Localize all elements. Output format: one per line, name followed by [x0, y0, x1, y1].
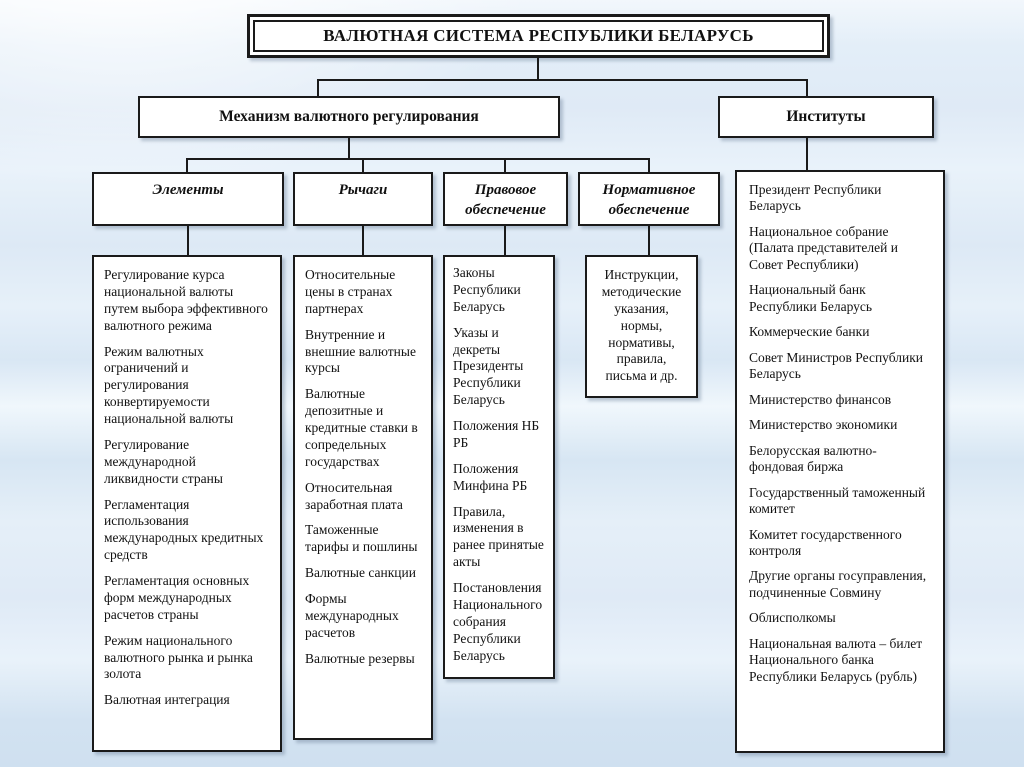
list-normative	[585, 255, 698, 398]
list-item: Комитет государственного контроля	[749, 526, 902, 558]
branch-mechanism-label: Механизм валютного регулирования	[219, 108, 479, 125]
list-item: Формы международных расчетов	[305, 591, 399, 640]
list-item: Режим валютных ограничений и регулирования конвертируемости национальной валюты	[104, 343, 234, 426]
column-header-legal	[443, 172, 568, 226]
list-item: Министерство экономики	[749, 417, 898, 433]
list-item: Валютные резервы	[305, 650, 415, 666]
list-item: Регламентация основных форм международных расчетов страны	[104, 573, 250, 622]
title-box	[247, 14, 830, 58]
column-header-label: Элементы	[152, 182, 224, 198]
list-item: Постановления Национального собрания Республики Беларусь	[453, 580, 543, 663]
list-item: Валютная интеграция	[104, 692, 230, 708]
list-item: Инструкции, методические указания, нормы, нормативы, правила, письма и др.	[601, 267, 682, 384]
list-item: Валютные санкции	[305, 565, 416, 581]
list-item: Указы и декреты Президенты Республики Беларусь	[453, 324, 524, 408]
list-item: Президент Республики Беларусь	[749, 182, 882, 214]
list-item: Государственный таможенный комитет	[749, 484, 926, 517]
column-header-label: Рычаги	[338, 182, 388, 198]
connector-line	[362, 226, 364, 255]
branch-institutes-label: Институты	[786, 108, 866, 125]
branch-institutes	[718, 96, 934, 138]
connector-line	[348, 138, 350, 160]
branch-mechanism	[138, 96, 560, 138]
list-item: Валютные депозитные и кредитные ставки в сопредельных государствах	[305, 386, 418, 469]
column-header-levers	[293, 172, 433, 226]
list-item: Таможенные тарифы и пошлины	[305, 522, 418, 555]
list-item: Министерство финансов	[749, 391, 892, 407]
diagram-title: ВАЛЮТНАЯ СИСТЕМА РЕСПУБЛИКИ БЕЛАРУСЬ	[253, 20, 824, 52]
list-item: Законы Республики Беларусь	[453, 265, 521, 314]
list-item: Национальное собрание (Палата представителей и Совет Республики)	[749, 223, 898, 272]
connector-line	[504, 226, 506, 255]
connector-line	[806, 138, 808, 170]
list-item: Внутренние и внешние валютные курсы	[305, 326, 416, 376]
list-item: Регулирование международной ликвидности страны	[104, 436, 223, 486]
connector-line	[317, 79, 319, 96]
column-header-label: Нормативное обеспечение	[602, 182, 696, 218]
list-item: Национальный банк Республики Беларусь	[749, 282, 873, 314]
connector-line	[806, 79, 808, 96]
column-header-normative	[578, 172, 720, 226]
list-item: Правила, изменения в ранее принятые акты	[453, 503, 544, 570]
list-levers	[293, 255, 433, 740]
list-item: Регулирование курса национальной валюты путем выбора эффективного валютного режима	[104, 267, 268, 333]
connector-line	[648, 226, 650, 255]
connector-line	[317, 79, 808, 81]
list-item: Относительная заработная плата	[305, 479, 403, 512]
list-elements	[92, 255, 282, 752]
list-item: Белорусская валютно-фондовая биржа	[749, 442, 877, 475]
connector-line	[362, 158, 364, 172]
list-item: Национальная валюта – билет Национального банка Республики Беларусь (рубль)	[749, 635, 923, 684]
connector-line	[186, 158, 650, 160]
connector-line	[648, 158, 650, 172]
list-item: Другие органы госуправления, подчиненные Совмину	[749, 568, 927, 600]
connector-line	[187, 226, 189, 255]
list-legal	[443, 255, 555, 679]
column-header-elements	[92, 172, 284, 226]
list-item: Коммерческие банки	[749, 324, 870, 340]
list-item: Облисполкомы	[749, 610, 836, 626]
list-item: Относительные цены в странах партнерах	[305, 267, 396, 316]
connector-line	[504, 158, 506, 172]
list-item: Положения Минфина РБ	[453, 460, 528, 493]
list-item: Положения НБ РБ	[453, 418, 540, 450]
list-item: Режим национального валютного рынка и рынка золота	[104, 632, 253, 682]
list-item: Регламентация использования международных кредитных средств	[104, 496, 264, 563]
connector-line	[537, 58, 539, 79]
list-institutes	[735, 170, 945, 753]
column-header-label: Правовое обеспечение	[465, 182, 546, 218]
connector-line	[186, 158, 188, 172]
list-item: Совет Министров Республики Беларусь	[749, 349, 924, 382]
